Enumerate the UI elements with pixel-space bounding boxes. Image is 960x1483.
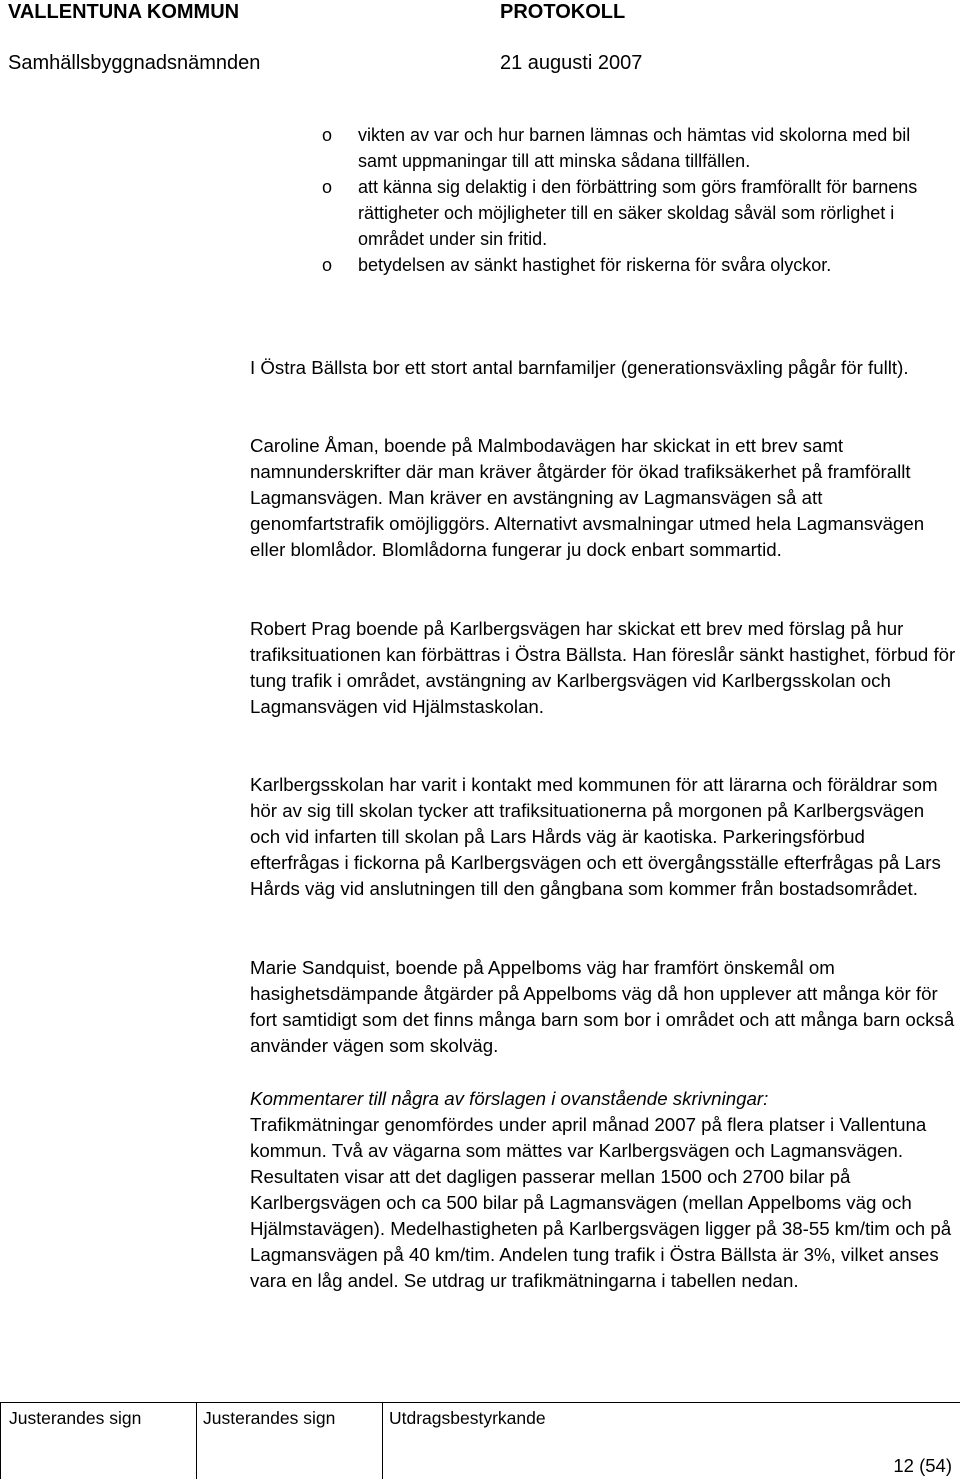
bullet-list xyxy=(322,122,942,278)
paragraph-sandquist: Marie Sandquist, boende på Appelboms väg har framfört önskemål om hasighetsdämpande åtgärder på Appelboms väg då hon upplever att många kör för fort samtidigt som det finns många barn som bor i området och att många barn också använder vägen som skolväg. xyxy=(250,957,955,1056)
list-item-text: vikten av var och hur barnen lämnas och hämtas vid skolorna med bil samt uppmaningar till att minska sådana tillfällen. xyxy=(358,125,911,171)
comments-text: Trafikmätningar genomfördes under april månad 2007 på flera platser i Vallentuna kommun. Två av vägarna som mättes var Karlbergsvägen och Lagmansvägen. Resultaten visar att det dagligen passerar mellan 1500 och 2700 bilar på Karlbergsvägen och ca 500 bilar på Lagmansvägen (mellan Appelboms väg och Hjälmstavägen). Medelhastigheten på Karlbergsvägen ligger på 38-55 km/tim och på Lagmansvägen på 40 km/tim. Andelen tung trafik i Östra Bällsta är 3%, vilket anses vara en låg andel. Se utdrag ur trafikmätningarna i tabellen nedan. xyxy=(250,1114,952,1291)
list-item-text: betydelsen av sänkt hastighet för riskerna för svåra olyckor. xyxy=(358,255,832,275)
paragraph-families: I Östra Bällsta bor ett stort antal barnfamiljer (generationsväxling pågår för fullt). xyxy=(250,357,909,378)
paragraph-aman-letter: Caroline Åman, boende på Malmbodavägen har skickat in ett brev samt namnunderskrifter där man kräver åtgärder för ökad trafiksäkerhet på framförallt Lagmansvägen. Man kräver en avstängning av Lagmansvägen så att genomfartstrafik omöjliggörs. Alternativt avsmalningar utmed hela Lagmansvägen eller blomlådor. Blomlådorna fungerar ju dock enbart sommartid. xyxy=(250,435,925,560)
extract-label: Utdragsbestyrkande xyxy=(389,1408,546,1428)
signature-box-1 xyxy=(0,1403,1,1479)
signature-footer xyxy=(0,1402,960,1483)
list-item xyxy=(322,174,942,252)
signature-label-1: Justerandes sign xyxy=(9,1408,142,1428)
committee-name: Samhällsbyggnadsnämnden xyxy=(8,52,261,74)
extract-box xyxy=(382,1403,383,1479)
comments-heading: Kommentarer till några av förslagen i ovanstående skrivningar: xyxy=(250,1088,769,1109)
bullet-marker: o xyxy=(322,177,333,197)
bullet-marker: o xyxy=(322,125,333,145)
meeting-date: 21 augusti 2007 xyxy=(500,52,643,74)
list-item xyxy=(322,252,942,278)
page-number: 12 (54) xyxy=(893,1455,952,1476)
org-name: VALLENTUNA KOMMUN xyxy=(8,1,240,23)
paragraph-prag-letter: Robert Prag boende på Karlbergsvägen har skickat ett brev med förslag på hur trafiksituationen kan förbättras i Östra Bällsta. Han föreslår sänkt hastighet, förbud för tung trafik i området, avstängning av Karlbergsvägen vid Karlbergsskolan och Lagmansvägen vid Hjälmstaskolan. xyxy=(250,618,956,717)
paragraph-karlbergsskolan: Karlbergsskolan har varit i kontakt med kommunen för att lärarna och föräldrar som hör av sig till skolan tycker att trafiksituationerna på morgonen på Karlbergsvägen och vid infarten till skolan på Lars Hårds väg är kaotiska. Parkeringsförbud efterfrågas i fickorna på Karlbergsvägen och ett övergångsställe efterfrågas på Lars Hårds väg vid anslutningen till den gångbana som kommer från bostadsområdet. xyxy=(250,774,941,899)
list-item xyxy=(322,122,942,174)
document-type: PROTOKOLL xyxy=(500,1,626,23)
bullet-marker: o xyxy=(322,255,333,275)
signature-box-2 xyxy=(196,1403,197,1479)
list-item-text: att känna sig delaktig i den förbättring som görs framförallt för barnens rättigheter och möjligheter till en säker skoldag såväl som rörlighet i området under sin fritid. xyxy=(358,177,918,249)
signature-label-2: Justerandes sign xyxy=(203,1408,336,1428)
paragraph-comments xyxy=(250,1086,956,1294)
